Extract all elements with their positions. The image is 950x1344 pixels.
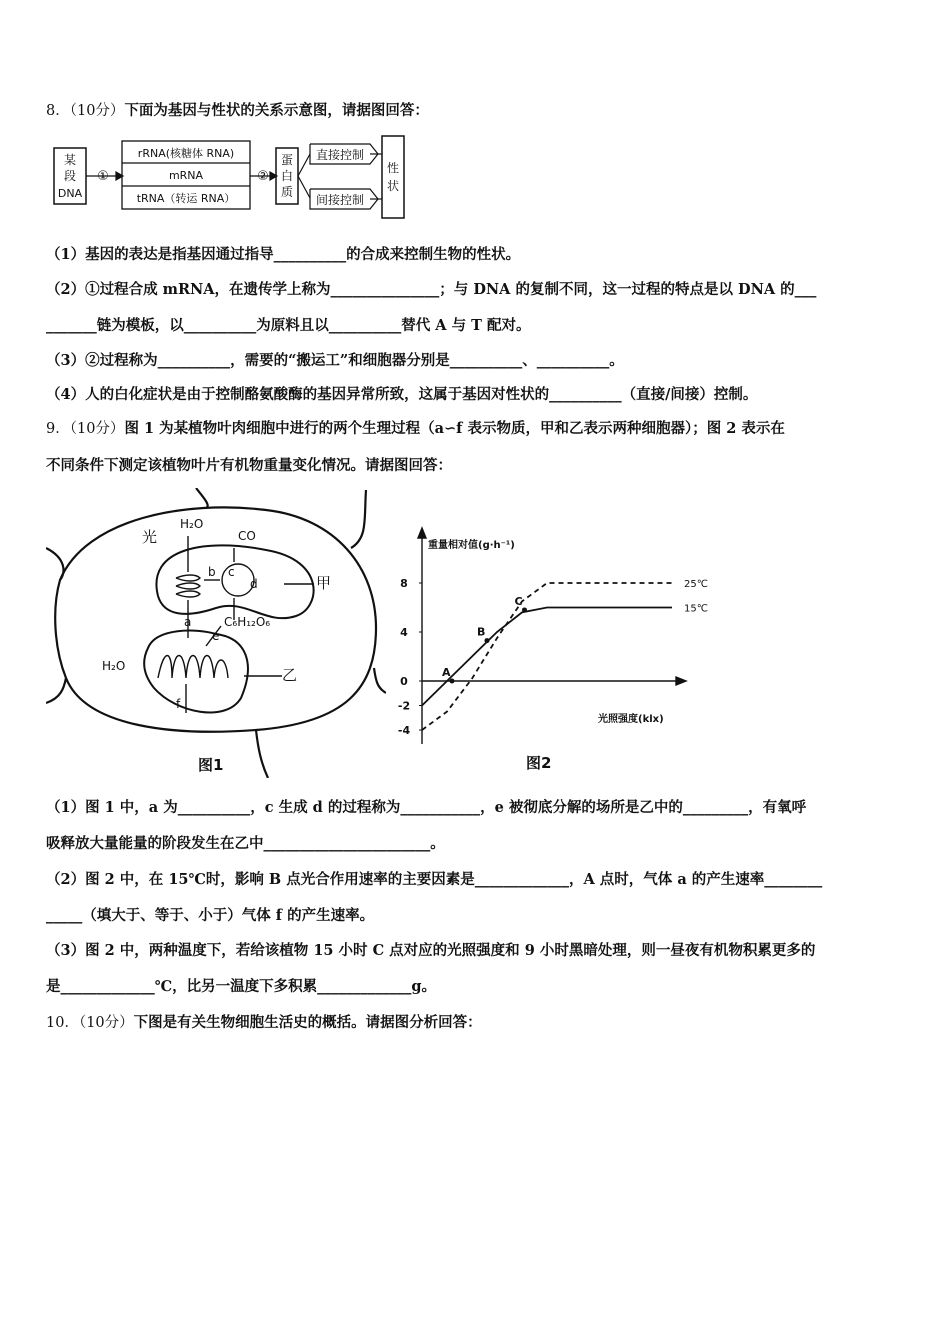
fig1-jia: 甲 [316,574,332,592]
q9-score: （10分） [69,421,125,437]
q8-number: 8． [46,103,70,119]
fig1-c6h12o6: C₆H₁₂O₆ [224,615,271,629]
point-label-B: B [477,625,486,639]
point-label-C: C [514,594,523,608]
fig1-a: a [184,615,192,629]
series-label: 25℃ [684,579,708,590]
step2-label: ② [257,169,269,184]
q10-stem: 下图是有关生物细胞生活史的概括。请据图分析回答： [133,1014,482,1031]
q9-sub2a: （2）图 2 中，在 15℃时，影响 B 点光合作用速率的主要因素是_____________，A 点时，气体 a 的产生速率________ [46,871,823,888]
q8-sub1: （1）基因的表达是指基因通过指导__________的合成来控制生物的性状。 [46,246,521,263]
fig1-caption: 图1 [198,756,224,774]
series-line-25c [422,583,672,730]
y-axis-arrow [418,528,426,538]
q8-score: （10分） [69,103,125,119]
protein-char-2: 白 [280,169,294,183]
fig1-yi: 乙 [282,666,298,684]
q9-sub3a: （3）图 2 中，两种温度下，若给该植物 15 小时 C 点对应的光照强度和 9 小时黑暗处理，则一昼夜有机物积累更多的 [46,942,816,959]
point-label-A: A [442,666,451,679]
fig1-h2o-top: H₂O [180,517,204,531]
series-line-15c [422,608,672,706]
q9-sub1b: 吸释放大量能量的阶段发生在乙中_______________________。 [46,835,445,852]
q8-stem: 下面为基因与性状的关系示意图，请据图回答： [124,102,429,119]
dna-box-char-2: 段 [63,169,77,183]
gene-trait-diagram [52,134,412,220]
protein-char-3: 质 [280,185,294,199]
q8-sub2b: _______链为模板，以__________为原料且以__________替代 A 与 T 配对。 [46,317,531,334]
y-axis-label: 重量相对值(g·h⁻¹) [428,540,515,551]
q8-sub4: （4）人的白化症状是由于控制酪氨酸酶的基因异常所致，这属于基因对性状的__________（直接/间接）控制。 [46,386,758,403]
fig1-d: d [250,577,258,591]
y-tick-label: -2 [397,699,411,713]
point-C [522,607,527,612]
fig2-caption: 图2 [526,754,552,772]
rrna-label: rRNA(核糖体 RNA) [137,147,235,160]
y-tick-label: 4 [400,626,408,639]
protein-char-1: 蛋 [280,153,294,167]
q9-sub3b: 是_____________℃，比另一温度下多积累_____________g。 [46,978,437,995]
q10-stem-line [46,1013,904,1033]
fig1-h2o-left: H₂O [102,659,126,673]
dna-box-char-1: 某 [63,153,77,167]
q8-stem-line [46,101,904,121]
indirect-control-label: 间接控制 [315,193,365,207]
fig1-light-label: 光 [142,528,158,546]
q8-sub3: （3）②过程称为__________，需要的“搬运工”和细胞器分别是__________、__________。 [46,352,624,369]
dna-box-char-3: DNA [57,187,83,200]
fig1-f: f [176,697,181,711]
q8-sub2a: （2）①过程合成 mRNA，在遗传学上称为_______________；与 DNA 的复制不同，这一过程的特点是以 DNA 的___ [46,281,817,298]
trait-char-2: 状 [386,179,400,193]
trait-char-1: 性 [386,161,400,175]
fig1-e: e [212,629,220,643]
q9-stem-line-1 [46,419,904,439]
point-B [485,638,490,643]
direct-control-label: 直接控制 [315,148,365,162]
fig1-c: c [228,565,235,579]
point-A [450,679,455,684]
y-tick-label: 0 [400,675,408,688]
q10-score: （10分） [78,1015,134,1031]
q9-stem-a: 图 1 为某植物叶肉细胞中进行的两个生理过程（a∽f 表示物质，甲和乙表示两种细胞器）；图 2 表示在 [124,420,785,437]
figure-1-cell-diagram [46,488,386,778]
q9-sub2b: _____（填大于、等于、小于）气体 f 的产生速率。 [46,907,375,924]
q10-number: 10． [46,1015,79,1031]
q9-number: 9． [46,421,70,437]
y-tick-label: -4 [397,724,411,737]
q9-sub1a: （1）图 1 中，a 为__________，c 生成 d 的过程称为___________，e 被彻底分解的场所是乙中的_________，有氧呼 [46,799,807,816]
x-axis-label: 光照强度(klx) [598,714,664,725]
mrna-label: mRNA [168,169,204,182]
series-label: 15℃ [684,603,708,615]
y-tick-label: 8 [400,577,408,590]
fig1-b: b [208,565,216,579]
q9-stem-b: 不同条件下测定该植物叶片有机物重量变化情况。请据图回答： [46,457,452,474]
trna-label: tRNA（转运 RNA） [136,192,236,205]
fig1-co2: CO [238,529,256,543]
x-axis-arrow [676,677,686,685]
step1-label: ① [97,169,109,184]
figure-2-chart [392,522,712,778]
